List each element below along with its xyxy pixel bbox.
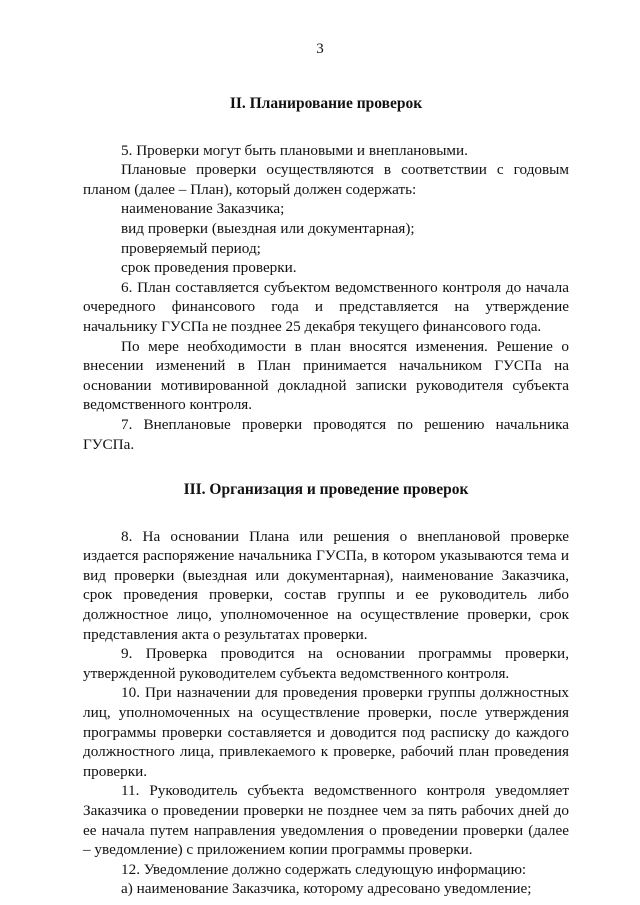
paragraph-7: 7. Внеплановые проверки проводятся по решению начальника ГУСПа. bbox=[83, 415, 569, 453]
list-item-customer-name: наименование Заказчика; bbox=[121, 200, 285, 218]
list-item-period: проверяемый период; bbox=[121, 239, 261, 257]
section-2-title: II. Планирование проверок bbox=[229, 95, 423, 112]
paragraph-12a: а) наименование Заказчика, которому адресовано уведомление; bbox=[121, 880, 532, 898]
list-item-check-type: вид проверки (выездная или документарная); bbox=[121, 219, 415, 237]
paragraph-12: 12. Уведомление должно содержать следующую информацию: bbox=[121, 860, 527, 878]
paragraph-8: 8. На основании Плана или решения о внеплановой проверке издается распоряжение начальника ГУСПа, в котором указываются тема и вид проверки (выездная или документарная), наименование Заказчика, срок проведения проверки, состав группы и ее руководитель либо должностное лицо, уполномоченное на осуществление проверки, срок представления акта о результатах проверки. bbox=[83, 527, 569, 643]
document-body bbox=[83, 94, 569, 899]
paragraph-11: 11. Руководитель субъекта ведомственного контроля уведомляет Заказчика о проведении проверки не позднее чем за пять рабочих дней до ее начала путем направления уведомления о проведении проверки (далее – уведомление) с приложением копии программы проверки. bbox=[83, 782, 569, 859]
section-3-title: III. Организация и проведение проверок bbox=[183, 481, 469, 499]
paragraph-10: 10. При назначении для проведения проверки группы должностных лиц, уполномоченных на осуществление проверки, после утверждения программы проверки составляется и доводится под расписку до каждого должностного лица, привлекаемого к проверке, рабочий план проведения проверки. bbox=[83, 684, 569, 780]
paragraph-planned-checks: Плановые проверки осуществляются в соответствии с годовым планом (далее – План), который должен содержать: bbox=[83, 161, 569, 198]
paragraph-9: 9. Проверка проводится на основании программы проверки, утвержденной руководителем субъекта ведомственного контроля. bbox=[83, 645, 569, 682]
list-item-duration: срок проведения проверки. bbox=[121, 259, 297, 277]
paragraph-plan-changes: По мере необходимости в план вносятся изменения. Решение о внесении изменений в План принимается начальником ГУСПа на основании мотивированной докладной записки руководителя субъекта ведомственного контроля. bbox=[83, 337, 569, 414]
page-number: 3 bbox=[316, 41, 324, 57]
paragraph-6: 6. План составляется субъектом ведомственного контроля до начала очередного финансового года и представляется на утверждение начальнику ГУСПа не позднее 25 декабря текущего финансового года. bbox=[83, 278, 569, 335]
paragraph-5: 5. Проверки могут быть плановыми и внеплановыми. bbox=[121, 141, 468, 159]
